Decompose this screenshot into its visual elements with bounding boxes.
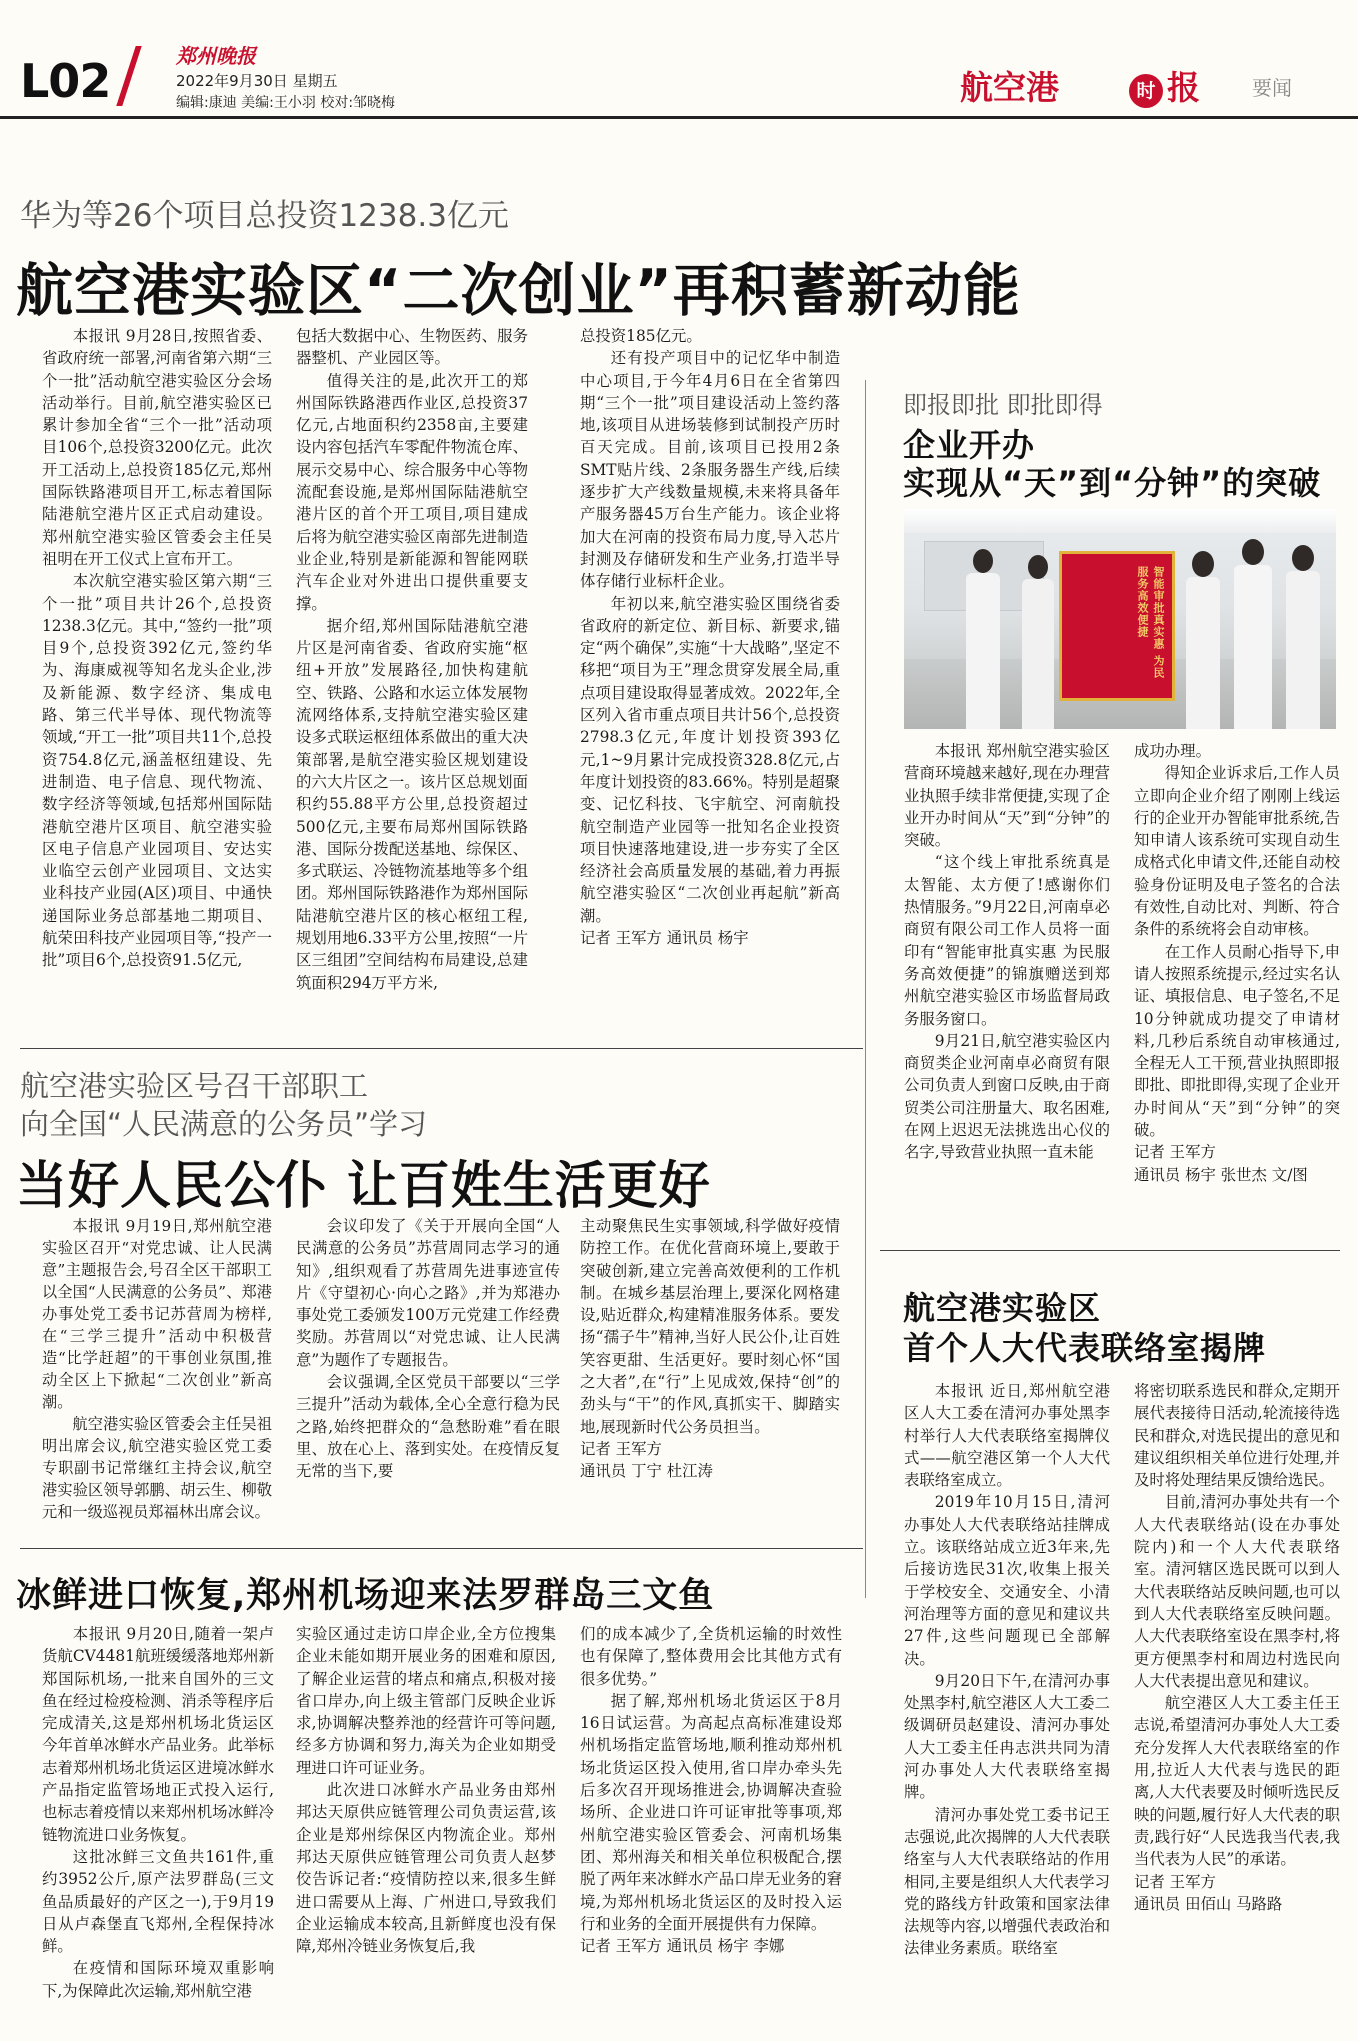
paragraph: 会议印发了《关于开展向全国“人民满意的公务员”苏营周同志学习的通知》,组织观看了苏营周先进事迹宣传片《守望初心·向心之路》,并为郑港办事处党工委颁发100万元党建工作经费奖励。苏营周以“对党忠诚、让人民满意”为题作了专题报告。: [296, 1217, 560, 1369]
paragraph: 航空港区人大工委主任王志说,希望清河办事处人大工委充分发挥人大代表联络室的作用,拉近人大代表与选民的距离,人大代表要及时倾听选民反映的问题,履行好人大代表的职责,践行好“人民选我当代表,我当代表为人民”的承诺。: [1134, 1694, 1340, 1869]
paragraph: 实验区通过走访口岸企业,全方位搜集企业未能如期开展业务的困难和原因,了解企业运营的堵点和痛点,积极对接省口岸办,向上级主管部门反映企业诉求,协调解决整养池的经营许可等问题,经多方协调和努力,海关为企业如期受理进口许可证业务。: [296, 1625, 556, 1777]
paragraph: 会议强调,全区党员干部要以“三学三提升”活动为载体,全心全意行稳为民之路,始终把群众的“急愁盼难”看在眼里、放在心上、落到实处。在疫情反复无常的当下,要: [296, 1373, 560, 1481]
pennant-banner: [1059, 551, 1175, 701]
section-name-tail: 报: [1167, 68, 1200, 107]
paragraph: 本报讯 9月28日,按照省委、省政府统一部署,河南省第六期“三个一批”活动航空港实验区分会场活动举行。目前,航空港实验区已累计参加全省“三个一批”活动项目106个,总投资3200亿元。此次开工活动上,总投资185亿元,郑州国际铁路港项目开工,标志着国际陆港航空港片区正式启动建设。郑州航空港实验区管委会主任吴祖明在开工仪式上宣布开工。: [42, 327, 272, 568]
paragraph: 年初以来,航空港实验区围绕省委省政府的新定位、新目标、新要求,锚定“两个确保”,实施“十大战略”,坚定不移把“项目为王”理念贯穿发展全局,重点项目建设取得显著成效。2022年,全区列入省市重点项目共计56个,总投资2798.3亿元,年度计划投资393亿元,1~9月累计完成投资328.8亿元,占年度计划投资的83.66%。特别是超聚变、记忆科技、飞宇航空、河南航投航空制造产业园等一批知名企业投资项目快速落地建设,进一步夯实了全区经济社会高质量发展的基础,着力再振航空港实验区“二次创业再起航”新高潮。: [580, 594, 840, 925]
paragraph: 9月21日,航空港实验区内商贸类企业河南卓必商贸有限公司负责人到窗口反映,由于商贸类公司注册量大、取名困难,在网上迟迟无法挑选出心仪的名字,导致营业执照一直未能: [904, 1031, 1110, 1162]
paper-name-logo: 郑州晚报: [176, 44, 256, 68]
editors-line: 编辑:康迪 美编:王小羽 校对:邹晓梅: [176, 95, 396, 111]
paragraph: 包括大数据中心、生物医药、服务器整机、产业园区等。: [296, 327, 528, 368]
byline: 记者 王军方 通讯员 杨宇: [580, 929, 749, 948]
article5-col2: [1134, 1380, 1340, 1915]
person-figure: [1022, 555, 1054, 729]
article4-title: 冰鲜进口恢复,郑州机场迎来法罗群岛三文鱼: [16, 1576, 715, 1616]
paragraph: 成功办理。: [1134, 742, 1211, 760]
paragraph: 主动聚焦民生实事领域,科学做好疫情防控工作。在优化营商环境上,要敢于突破创新,建立完善高效便利的工作机制。在城乡基层治理上,要深化网格建设,贴近群众,构建精准服务体系。要发扬“孺子牛”精神,当好人民公仆,让百姓笑容更甜、生活更好。要时刻心怀“国之大者”,在“行”上见成效,保持“创”的劲头与“干”的作风,真抓实干、脚踏实地,展现新时代公务员担当。: [580, 1217, 840, 1436]
article3-col2: [296, 1215, 560, 1483]
paragraph: 本报讯 郑州航空港实验区营商环境越来越好,现在办理营业执照手续非常便捷,实现了企业开办时间从“天”到“分钟”的突破。: [904, 742, 1110, 850]
article5-title-line2: 首个人大代表联络室揭牌: [903, 1329, 1267, 1367]
person-figure: [1186, 551, 1220, 729]
byline: 记者 王军方: [1134, 1143, 1216, 1162]
section-name-main: 航空港: [960, 68, 1059, 107]
page-number: L02: [20, 54, 111, 108]
article2-kicker: 即报即批 即批即得: [903, 391, 1103, 419]
article3-subtitle-line2: 向全国“人民满意的公务员”学习: [20, 1107, 428, 1141]
article1-title: 航空港实验区“二次创业”再积蓄新动能: [16, 258, 1021, 324]
paragraph: “这个线上审批系统真是太智能、太方便了!感谢你们热情服务。”9月22日,河南卓必商贸有限公司工作人员将一面印有“智能审批真实惠 为民服务高效便捷”的锦旗赠送到郑州航空港实验区市场监督局政务服务窗口。: [904, 853, 1110, 1028]
ceiling-lights: [904, 509, 1336, 533]
paragraph: 2019年10月15日,清河办事处人大代表联络站挂牌成立。该联络站成立近3年来,先后接访选民31次,收集上报关于学校安全、交通安全、小清河治理等方面的意见和建议共27件,这些问题现已全部解决。: [904, 1493, 1110, 1668]
article2-title-line1: 企业开办: [903, 426, 1036, 464]
paragraph: 据介绍,郑州国际陆港航空港片区是河南省委、省政府实施“枢纽+开放”发展路径,加快构建航空、铁路、公路和水运立体发展物流网络体系,支持航空港实验区建设多式联运枢纽体系做出的重大决策部署,是航空港实验区规划建设的六大片区之一。该片区总规划面积约55.88平方公里,总投资超过500亿元,主要布局郑州国际铁路港、国际分拨配送基地、综保区、多式联运、冷链物流基地等多个组团。郑州国际铁路港作为郑州国际陆港航空港片区的核心枢纽工程,规划用地6.33平方公里,按照“一片区三组团”空间结构布局建设,总建筑面积294万平方米,: [296, 616, 528, 992]
red-slash-mark: [116, 46, 141, 106]
paragraph: 本次航空港实验区第六期“三个一批”项目共计26个,总投资1238.3亿元。其中,“签约一批”项目9个,总投资392亿元,签约华为、海康威视等知名龙头企业,涉及新能源、数字经济、集成电路、第三代半导体、现代物流等领域,“开工一批”项目共11个,总投资754.8亿元,涵盖枢纽建设、先进制造、电子信息、现代物流、数字经济等领域,包括郑州国际陆港航空港片区项目、航空港实验区电子信息产业园项目、安达实业临空云创产业园项目、文达实业科技产业园(A区)项目、中通快递国际业务总部基地二期项目、航荣田科技产业园项目等,“投产一批”项目6个,总投资91.5亿元,: [42, 572, 272, 970]
article5-col1: [904, 1380, 1110, 1960]
article4-col3: [580, 1623, 842, 1957]
paragraph: 本报讯 9月19日,郑州航空港实验区召开“对党忠诚、让人民满意”主题报告会,号召全区干部职工以全国“人民满意的公务员”、郑港办事处党工委书记苏营周为榜样,在“三学三提升”活动中积极营造“比学赶超”的干事创业氛围,推动全区上下掀起“二次创业”新高潮。: [42, 1217, 272, 1412]
paragraph: 在疫情和国际环境双重影响下,为保障此次运输,郑州航空港: [42, 1959, 274, 2000]
masthead-rule: [0, 116, 1358, 119]
paragraph: 们的成本减少了,全货机运输的时效性也有保障了,整体费用会比其他方式有很多优势。”: [580, 1625, 842, 1688]
paragraph: 航空港实验区管委会主任吴祖明出席会议,航空港实验区党工委专职副书记常继红主持会议,航空港实验区领导郭鹏、胡云生、柳敬元和一级巡视员郑福林出席会议。: [42, 1415, 272, 1522]
byline: 记者 王军方 通讯员 杨宇 李娜: [580, 1937, 785, 1956]
article3-col1: [42, 1215, 272, 1523]
article4-col1: [42, 1623, 274, 2002]
byline: 记者 王军方: [580, 1439, 662, 1458]
article2-divider: [880, 1250, 1340, 1251]
article1-col1: [42, 325, 272, 972]
paragraph: 清河办事处党工委书记王志强说,此次揭牌的人大代表联络室与人大代表联络站的作用相同,主要是组织人大代表学习党的路线方针政策和国家法律法规等内容,以增强代表政治和法律业务素质。联络室: [904, 1805, 1110, 1958]
article3-col3: [580, 1215, 840, 1483]
paragraph: 本报讯 9月20日,随着一架卢货航CV4481航班缓缓落地郑州新郑国际机场,一批来自国外的三文鱼在经过检疫检测、消杀等程序后完成清关,这是郑州机场北货运区今年首单冰鲜水产品业务。此举标志着郑州机场北货运区进境冰鲜水产品指定监管场地正式投入运行,也标志着疫情以来郑州机场冰鲜冷链物流进口业务恢复。: [42, 1625, 274, 1844]
paragraph: 据了解,郑州机场北货运区于8月16日试运营。为高起点高标准建设郑州机场指定监管场地,顺利推动郑州机场北货运区投入使用,省口岸办牵头先后多次召开现场推进会,协调解决查验场所、企业进口许可证审批等事项,郑州航空港实验区管委会、河南机场集团、郑州海关和相关单位积极配合,摆脱了两年来冰鲜水产品口岸无业务的窘境,为郑州机场北货运区的及时投入运行和业务的全面开展提供有力保障。: [580, 1691, 842, 1933]
article1-col2: [296, 325, 528, 994]
paragraph: 值得关注的是,此次开工的郑州国际铁路港西作业区,总投资37亿元,占地面积约2358亩,主要建设内容包括汽车零配件物流仓库、展示交易中心、综合服务中心等物流配套设施,是郑州国际陆港航空港片区的首个开工项目,项目建成后将为航空港实验区南部先进制造业企业,特别是新能源和智能网联汽车企业对外进出口提供重要支撑。: [296, 371, 528, 613]
date-line: 2022年9月30日 星期五: [176, 72, 338, 90]
paragraph: 此次进口冰鲜水产品业务由郑州邦达天原供应链管理公司负责运营,该企业是郑州综保区内物流企业。郑州邦达天原供应链管理公司负责人赵梦佼告诉记者:“疫情防控以来,很多生鲜进口需要从上海、广州进口,导致我们企业运输成本较高,且新鲜度也没有保障,郑州冷链业务恢复后,我: [296, 1781, 556, 1956]
byline: 通讯员 杨宇 张世杰 文/图: [1134, 1165, 1308, 1184]
paragraph: 总投资185亿元。: [580, 327, 702, 345]
article2-photo: [904, 509, 1336, 729]
section-tag: 要闻: [1252, 76, 1292, 100]
article1-subtitle: 华为等26个项目总投资1238.3亿元: [20, 198, 509, 234]
article2-title-line2: 实现从“天”到“分钟”的突破: [903, 464, 1322, 502]
byline: 通讯员 丁宁 杜江涛: [580, 1462, 713, 1481]
article2-col2: [1134, 740, 1340, 1186]
paragraph: 还有投产项目中的记忆华中制造中心项目,于今年4月6日在全省第四期“三个一批”项目建设活动上签约落地,该项目从进场装修到试制投产历时百天完成。目前,该项目已投用2条SMT贴片线、2条服务器生产线,后续逐步扩大产线数量规模,未来将具备年产服务器45万台生产能力。该企业将加大在河南的投资布局力度,导入芯片封测及存储研发和生产业务,打造半导体存储行业标杆企业。: [580, 349, 840, 591]
article2-col1: [904, 740, 1110, 1164]
paragraph: 得知企业诉求后,工作人员立即向企业介绍了刚刚上线运行的企业开办智能审批系统,告知申请人该系统可实现自动生成格式化申请文件,还能自动校验身份证明及电子签名的合法有效性,自动比对、判断、符合条件的系统将会自动审核。: [1134, 764, 1340, 939]
article4-col2: [296, 1623, 556, 1957]
paragraph: 将密切联系选民和群众,定期开展代表接待日活动,轮流接待选民和群众,对选民提出的意见和建议组织相关单位进行处理,并及时将处理结果反馈给选民。: [1134, 1382, 1340, 1490]
column-divider: [865, 380, 866, 1598]
paragraph: 9月20日下午,在清河办事处黑李村,航空港区人大工委二级调研员赵建设、清河办事处人大工委主任冉志洪共同为清河办事处人大代表联络室揭牌。: [904, 1671, 1110, 1802]
article1-col3: [580, 325, 840, 949]
masthead: [0, 0, 1358, 118]
person-figure: [1286, 545, 1320, 729]
paragraph: 本报讯 近日,郑州航空港区人大工委在清河办事处黑李村举行人大代表联络室揭牌仪式——航空港区第一个人大代表联络室成立。: [904, 1382, 1110, 1490]
article1-divider: [20, 1048, 863, 1049]
article3-divider: [20, 1548, 863, 1549]
byline: 记者 王军方: [1134, 1872, 1216, 1891]
article5-title-line1: 航空港实验区: [903, 1289, 1102, 1327]
article3-subtitle-line1: 航空港实验区号召干部职工: [20, 1069, 369, 1103]
byline: 通讯员 田佰山 马路路: [1134, 1894, 1283, 1913]
section-badge: 时: [1129, 74, 1163, 108]
paragraph: 这批冰鲜三文鱼共161件,重约3952公斤,原产法罗群岛(三文鱼品质最好的产区之一),于9月19日从卢森堡直飞郑州,全程保持冰鲜。: [42, 1847, 274, 1956]
pennant-text: 智能审批真实惠 为民服务高效便捷: [1136, 566, 1165, 679]
paragraph: 在工作人员耐心指导下,申请人按照系统提示,经过实名认证、填报信息、电子签名,不足10分钟就成功提交了申请材料,几秒后系统自动审核通过,全程无人工干预,营业执照即报即批、即批即得,实现了企业开办时间从“天”到“分钟”的突破。: [1134, 942, 1340, 1140]
paragraph: 目前,清河办事处共有一个人大代表联络站(设在办事处院内)和一个人大代表联络室。清河辖区选民既可以到人大代表联络站反映问题,也可以到人大代表联络室反映问题。人大代表联络室设在黑李村,将更方便黑李村和周边村选民向人大代表提出意见和建议。: [1134, 1493, 1340, 1690]
person-figure: [966, 549, 1000, 729]
article3-title: 当好人民公仆 让百姓生活更好: [16, 1157, 711, 1216]
person-figure: [1234, 539, 1272, 729]
